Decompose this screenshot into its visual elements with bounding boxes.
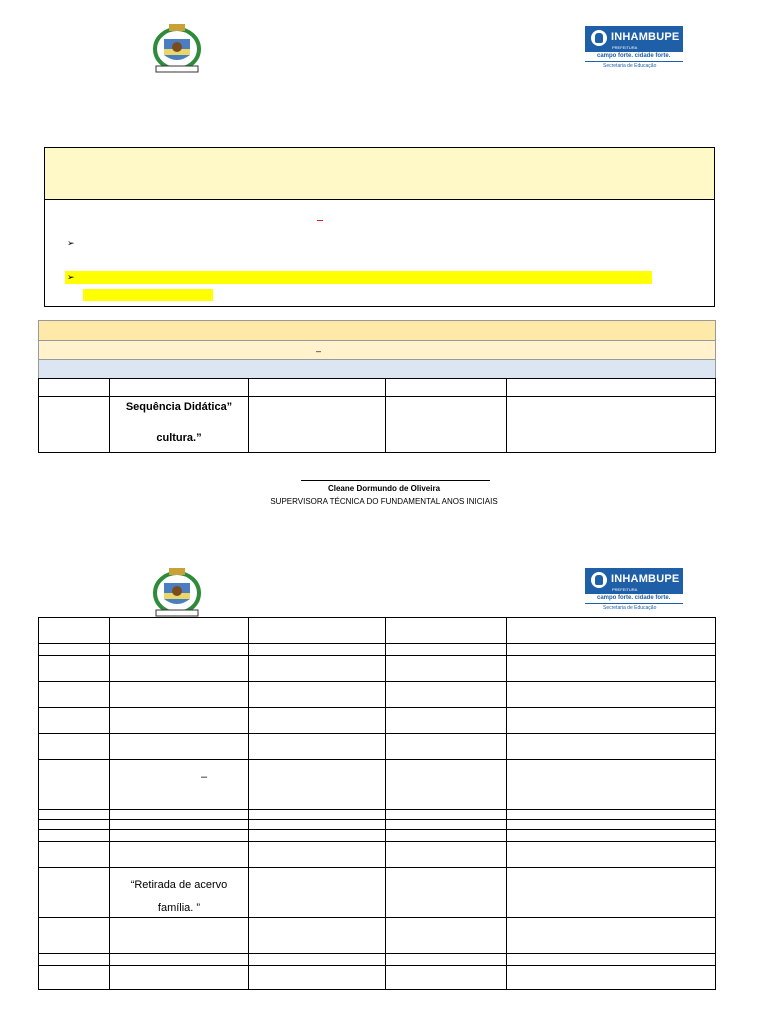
table-cell	[386, 656, 507, 682]
table-cell	[507, 810, 716, 820]
crest-icon	[152, 566, 202, 620]
sequence-title-line2: cultura.”	[156, 432, 202, 444]
table-cell	[386, 918, 507, 954]
table-row	[39, 810, 716, 820]
table-cell	[39, 397, 110, 453]
activities-table-2	[38, 617, 716, 990]
table-cell	[507, 918, 716, 954]
table-row	[39, 966, 716, 990]
table-cell	[249, 830, 386, 842]
table-cell	[249, 820, 386, 830]
table-cell	[249, 734, 386, 760]
table-cell	[386, 379, 507, 397]
logo-slogan: campo forte. cidade forte.	[597, 595, 671, 601]
table-row	[39, 708, 716, 734]
table-cell	[110, 918, 249, 954]
signatory-name: Cleane Dormundo de Oliveira	[327, 484, 441, 493]
table-cell	[39, 682, 110, 708]
table-cell	[110, 379, 249, 397]
highlighted-line-1	[65, 271, 652, 284]
table-cell	[39, 954, 110, 966]
inhambupe-logo	[585, 26, 683, 76]
table-cell	[110, 618, 249, 644]
section-band-orange	[38, 320, 716, 341]
red-dash-mark	[317, 220, 323, 221]
table-cell	[507, 656, 716, 682]
logo-subtitle: PREFEITURA	[612, 587, 638, 592]
table-cell	[249, 868, 386, 918]
table-cell	[110, 820, 249, 830]
arrow-bullet-icon: ➢	[67, 272, 75, 282]
table-cell	[386, 644, 507, 656]
table-cell	[386, 734, 507, 760]
table-row	[39, 734, 716, 760]
table-row	[39, 618, 716, 644]
logo-slogan: campo forte. cidade forte.	[597, 53, 671, 59]
table-row	[39, 397, 716, 453]
table-cell	[386, 966, 507, 990]
table-cell	[507, 644, 716, 656]
table-cell	[507, 966, 716, 990]
table-cell	[507, 734, 716, 760]
table-cell	[110, 708, 249, 734]
table-cell	[110, 734, 249, 760]
logo-divider	[585, 603, 683, 604]
table-row	[39, 842, 716, 868]
table-cell	[110, 397, 249, 453]
table-cell	[386, 708, 507, 734]
logo-department: Secretaria de Educação	[603, 605, 657, 611]
table-cell	[386, 397, 507, 453]
highlighted-line-2	[83, 289, 213, 301]
acervo-line2: família. ”	[157, 902, 201, 914]
table-cell	[507, 618, 716, 644]
table-cell	[39, 734, 110, 760]
table-cell	[507, 954, 716, 966]
signature-line	[301, 480, 490, 481]
table-cell	[110, 644, 249, 656]
table-cell	[39, 918, 110, 954]
table-cell	[249, 760, 386, 810]
table-cell	[386, 954, 507, 966]
logo-department: Secretaria de Educação	[603, 63, 657, 69]
table-cell	[110, 954, 249, 966]
table-row	[39, 379, 716, 397]
table-row	[39, 820, 716, 830]
objectives-box	[44, 147, 715, 307]
logo-brand: INHAMBUPE	[611, 31, 680, 43]
table-cell	[507, 820, 716, 830]
table-row	[39, 954, 716, 966]
logo-brand: INHAMBUPE	[611, 573, 680, 585]
logo-divider	[585, 61, 683, 62]
table-cell	[39, 820, 110, 830]
table-cell	[39, 760, 110, 810]
table-cell	[249, 379, 386, 397]
table-row	[39, 760, 716, 810]
table-cell	[507, 397, 716, 453]
table-cell	[249, 918, 386, 954]
table-cell	[110, 868, 249, 918]
table-cell	[110, 842, 249, 868]
table-cell	[249, 656, 386, 682]
table-cell	[507, 708, 716, 734]
table-cell	[507, 379, 716, 397]
table-cell	[110, 830, 249, 842]
table-cell	[507, 842, 716, 868]
table-cell	[249, 644, 386, 656]
arrow-bullet-icon: ➢	[67, 238, 75, 248]
table-cell	[386, 842, 507, 868]
table-row	[39, 656, 716, 682]
table-row	[39, 644, 716, 656]
table-cell	[386, 760, 507, 810]
signatory-title: SUPERVISORA TÉCNICA DO FUNDAMENTAL ANOS INICIAIS	[270, 497, 498, 506]
table-cell	[39, 708, 110, 734]
table-cell	[507, 868, 716, 918]
table-cell	[39, 656, 110, 682]
table-cell	[39, 644, 110, 656]
table-cell	[386, 682, 507, 708]
table-row	[39, 868, 716, 918]
acervo-line1: “Retirada de acervo	[130, 879, 228, 891]
logo-subtitle: PREFEITURA	[612, 45, 638, 50]
table-cell	[386, 618, 507, 644]
table-cell	[39, 810, 110, 820]
table-cell	[507, 682, 716, 708]
table-cell	[249, 618, 386, 644]
table-cell	[39, 868, 110, 918]
table-cell	[39, 379, 110, 397]
table-cell	[39, 618, 110, 644]
table-cell	[249, 842, 386, 868]
band-dash: –	[316, 346, 322, 356]
table-cell	[39, 842, 110, 868]
table-cell	[386, 820, 507, 830]
table-cell	[39, 830, 110, 842]
cell-dash: –	[201, 771, 208, 783]
table-cell	[249, 954, 386, 966]
table-cell	[249, 682, 386, 708]
table-cell	[39, 966, 110, 990]
prefeitura-emblem-icon	[591, 572, 607, 588]
table-cell	[110, 810, 249, 820]
table-cell	[110, 760, 249, 810]
table-row	[39, 682, 716, 708]
inhambupe-logo	[585, 568, 683, 618]
table-cell	[386, 830, 507, 842]
crest-icon	[152, 22, 202, 76]
table-cell	[110, 656, 249, 682]
table-cell	[249, 708, 386, 734]
activities-table-1	[38, 378, 716, 453]
sequence-title-line1: Sequência Didática”	[125, 401, 233, 413]
section-band-blue	[38, 359, 716, 379]
table-cell	[386, 810, 507, 820]
table-cell	[386, 868, 507, 918]
table-cell	[249, 397, 386, 453]
table-cell	[249, 810, 386, 820]
objectives-box-header	[45, 148, 714, 200]
table-cell	[249, 966, 386, 990]
prefeitura-emblem-icon	[591, 30, 607, 46]
table-row	[39, 918, 716, 954]
table-cell	[507, 760, 716, 810]
table-cell	[110, 682, 249, 708]
table-row	[39, 830, 716, 842]
table-cell	[110, 966, 249, 990]
section-band-light-orange	[38, 340, 716, 360]
table-cell	[507, 830, 716, 842]
